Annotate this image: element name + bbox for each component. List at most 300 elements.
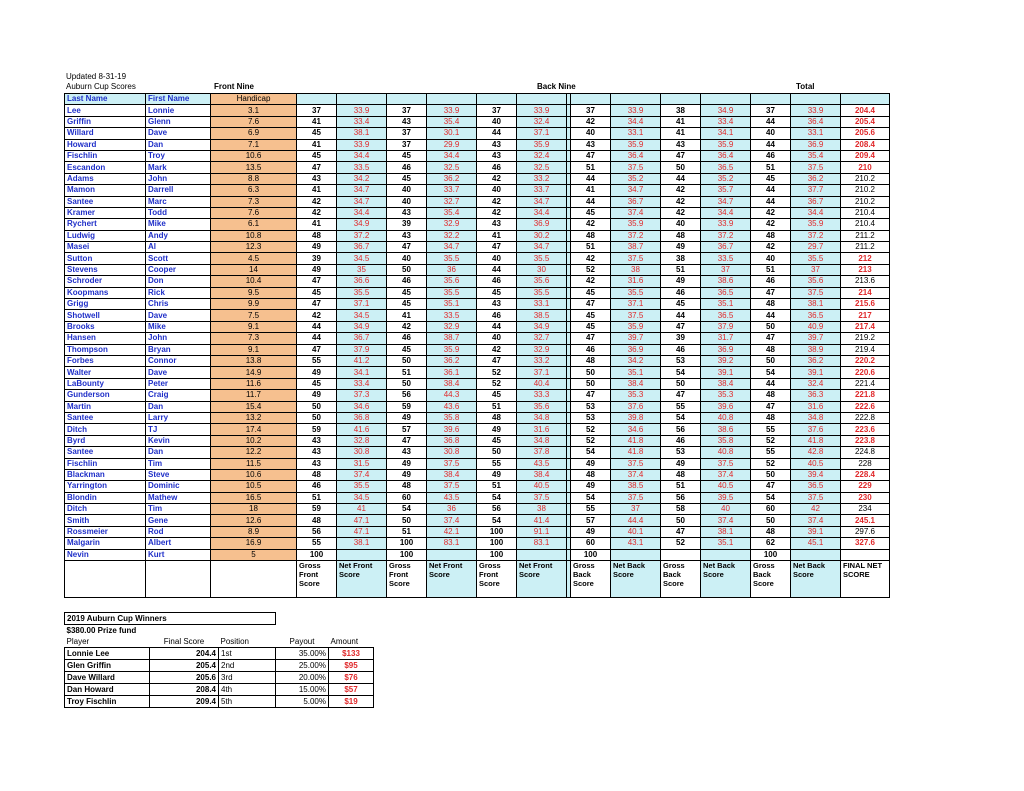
net-score: 35.3 [701, 390, 751, 401]
first-name: Dave [146, 310, 211, 321]
score-row [65, 469, 890, 480]
gross-score: 49 [661, 242, 701, 253]
net-score: 36.6 [337, 276, 387, 287]
winner-final-score: 205.4 [150, 660, 219, 672]
net-score: 34.6 [611, 424, 661, 435]
net-score: 33.7 [517, 185, 567, 196]
gross-score: 44 [477, 264, 517, 275]
net-score: 29.7 [791, 242, 841, 253]
gross-score: 51 [751, 162, 791, 173]
net-score: 35.6 [427, 276, 477, 287]
net-score: 35.5 [337, 287, 387, 298]
net-score: 47.1 [337, 515, 387, 526]
gross-score: 43 [661, 139, 701, 150]
net-score: 37.5 [791, 287, 841, 298]
gross-score: 50 [477, 447, 517, 458]
net-score: 45.1 [791, 538, 841, 549]
handicap: 11.6 [211, 378, 297, 389]
net-score: 37.8 [517, 447, 567, 458]
last-name: Howard [65, 139, 146, 150]
first-name: Kurt [146, 549, 211, 560]
score-row [65, 424, 890, 435]
gross-score: 50 [387, 355, 427, 366]
gross-score: 47 [661, 526, 701, 537]
net-score: 33.4 [337, 378, 387, 389]
gross-score: 46 [661, 287, 701, 298]
net-score: 38.1 [701, 526, 751, 537]
gross-score: 50 [751, 469, 791, 480]
gross-score: 47 [297, 162, 337, 173]
gross-score: 52 [477, 367, 517, 378]
score-row [65, 185, 890, 196]
last-name: Sutton [65, 253, 146, 264]
score-row [65, 116, 890, 127]
gross-score: 49 [297, 242, 337, 253]
final-net-score: 210.2 [841, 185, 890, 196]
first-name: Dan [146, 139, 211, 150]
gross-score: 50 [387, 378, 427, 389]
gross-score: 40 [387, 253, 427, 264]
net-score: 36.7 [337, 333, 387, 344]
gross-score: 37 [297, 105, 337, 116]
gross-score: 45 [477, 435, 517, 446]
last-name: Blackman [65, 469, 146, 480]
footer-label: Gross Front Score [477, 561, 517, 598]
net-score: 33.2 [517, 355, 567, 366]
net-score: 40.5 [791, 458, 841, 469]
handicap: 6.9 [211, 128, 297, 139]
net-score: 33.5 [701, 253, 751, 264]
first-name: John [146, 173, 211, 184]
scores-table [64, 93, 890, 598]
score-row [65, 264, 890, 275]
gross-score: 46 [751, 276, 791, 287]
score-row [65, 447, 890, 458]
last-name: Gunderson [65, 390, 146, 401]
first-name: Troy [146, 150, 211, 161]
gross-score: 52 [571, 264, 611, 275]
score-row [65, 162, 890, 173]
handicap: 10.5 [211, 481, 297, 492]
net-score: 38.7 [427, 333, 477, 344]
gross-score: 54 [387, 504, 427, 515]
net-score: 36.9 [791, 139, 841, 150]
updated-date: Updated 8-31-19 [66, 72, 127, 81]
last-name: Nevin [65, 549, 146, 560]
gross-score: 51 [571, 162, 611, 173]
handicap: 9.1 [211, 344, 297, 355]
net-score: 36.2 [427, 355, 477, 366]
gross-score: 48 [297, 469, 337, 480]
net-score: 36.7 [611, 196, 661, 207]
last-name: Willard [65, 128, 146, 139]
net-score: 43.6 [427, 401, 477, 412]
gross-score: 52 [751, 458, 791, 469]
score-row [65, 230, 890, 241]
last-name: Schroder [65, 276, 146, 287]
net-score: 32.5 [517, 162, 567, 173]
gross-score: 47 [571, 299, 611, 310]
score-row [65, 321, 890, 332]
net-score: 35.9 [517, 139, 567, 150]
winner-position: 2nd [219, 660, 276, 672]
score-row [65, 310, 890, 321]
gross-score: 51 [661, 264, 701, 275]
gross-score: 100 [477, 526, 517, 537]
gross-score: 52 [571, 435, 611, 446]
handicap: 10.6 [211, 469, 297, 480]
gross-score: 47 [477, 242, 517, 253]
gross-score: 49 [387, 412, 427, 423]
footer-label: Net Back Score [791, 561, 841, 598]
gross-score: 54 [571, 492, 611, 503]
net-score: 38 [611, 264, 661, 275]
gross-score: 45 [571, 310, 611, 321]
handicap: 9.5 [211, 287, 297, 298]
net-score: 34.8 [517, 435, 567, 446]
winner-amount: $76 [329, 672, 374, 684]
gross-score: 44 [571, 196, 611, 207]
gross-score: 43 [297, 458, 337, 469]
score-row [65, 458, 890, 469]
net-score: 38.4 [427, 378, 477, 389]
header-blank [571, 94, 611, 105]
gross-score: 53 [661, 447, 701, 458]
net-score: 39.2 [701, 355, 751, 366]
net-score: 34.7 [701, 196, 751, 207]
winner-final-score: 204.4 [150, 648, 219, 660]
gross-score: 37 [387, 105, 427, 116]
last-name: Brooks [65, 321, 146, 332]
handicap: 8.9 [211, 526, 297, 537]
handicap: 7.6 [211, 207, 297, 218]
net-score: 33.1 [791, 128, 841, 139]
scores-footer-row [65, 561, 890, 598]
net-score: 33.3 [517, 390, 567, 401]
net-score: 36 [427, 264, 477, 275]
winner-row [65, 684, 374, 696]
net-score: 37.5 [611, 310, 661, 321]
winner-row [65, 648, 374, 660]
net-score: 30.8 [427, 447, 477, 458]
first-name: Mike [146, 219, 211, 230]
handicap: 14 [211, 264, 297, 275]
gross-score: 42 [571, 219, 611, 230]
final-net-score: 220.2 [841, 355, 890, 366]
net-score: 37.5 [427, 481, 477, 492]
net-score: 35.7 [701, 185, 751, 196]
winner-payout: 15.00% [276, 684, 329, 696]
net-score: 37.2 [337, 230, 387, 241]
handicap: 6.1 [211, 219, 297, 230]
net-score: 37.1 [611, 299, 661, 310]
gross-score: 48 [751, 390, 791, 401]
gross-score: 46 [297, 481, 337, 492]
final-net-score: 220.6 [841, 367, 890, 378]
net-score: 38.4 [611, 378, 661, 389]
final-net-score [841, 549, 890, 560]
net-score: 30.2 [517, 230, 567, 241]
last-name: Ditch [65, 424, 146, 435]
gross-score: 48 [661, 469, 701, 480]
score-row [65, 355, 890, 366]
net-score: 37.5 [427, 458, 477, 469]
gross-score: 48 [297, 230, 337, 241]
footer-label: Net Front Score [337, 561, 387, 598]
document-title: Auburn Cup Scores [66, 82, 136, 91]
gross-score: 42 [661, 196, 701, 207]
gross-score: 45 [297, 287, 337, 298]
gross-score: 45 [297, 150, 337, 161]
net-score: 37.1 [517, 367, 567, 378]
net-score: 37.4 [701, 469, 751, 480]
gross-score: 45 [387, 344, 427, 355]
net-score: 33.9 [517, 105, 567, 116]
net-score: 34.9 [337, 219, 387, 230]
gross-score: 41 [661, 116, 701, 127]
net-score: 33.7 [427, 185, 477, 196]
last-name: Forbes [65, 355, 146, 366]
winner-payout: 20.00% [276, 672, 329, 684]
final-net-score: 215.6 [841, 299, 890, 310]
net-score: 36.8 [337, 412, 387, 423]
winners-title: 2019 Auburn Cup Winners [65, 613, 276, 625]
final-net-score: 221.8 [841, 390, 890, 401]
last-name: Hansen [65, 333, 146, 344]
net-score: 39.1 [791, 367, 841, 378]
gross-score: 45 [387, 287, 427, 298]
net-score: 32.9 [427, 219, 477, 230]
net-score: 33.5 [427, 310, 477, 321]
gross-score: 40 [477, 185, 517, 196]
gross-score: 49 [387, 469, 427, 480]
gross-score: 42 [297, 207, 337, 218]
gross-score: 41 [571, 185, 611, 196]
score-row [65, 412, 890, 423]
final-net-score: 213 [841, 264, 890, 275]
last-name: Stevens [65, 264, 146, 275]
handicap: 7.6 [211, 116, 297, 127]
net-score: 39.1 [701, 367, 751, 378]
gross-score: 48 [751, 299, 791, 310]
last-name: Escandon [65, 162, 146, 173]
winner-position: 1st [219, 648, 276, 660]
gross-score: 100 [387, 538, 427, 549]
last-name: Santee [65, 196, 146, 207]
net-score: 33.9 [337, 139, 387, 150]
net-score: 43.5 [427, 492, 477, 503]
first-name: Gene [146, 515, 211, 526]
handicap: 10.4 [211, 276, 297, 287]
handicap: 13.8 [211, 355, 297, 366]
gross-score: 55 [297, 538, 337, 549]
net-score: 37.6 [611, 401, 661, 412]
gross-score: 46 [477, 310, 517, 321]
winner-final-score: 209.4 [150, 696, 219, 708]
final-net-score: 234 [841, 504, 890, 515]
gross-score: 48 [571, 355, 611, 366]
first-name: Albert [146, 538, 211, 549]
gross-score: 43 [297, 447, 337, 458]
gross-score: 41 [297, 116, 337, 127]
header-blank [611, 94, 661, 105]
first-name: Dan [146, 401, 211, 412]
gross-score: 47 [387, 242, 427, 253]
gross-score: 43 [387, 207, 427, 218]
gross-score: 52 [477, 378, 517, 389]
winners-table [64, 612, 374, 708]
net-score: 38 [517, 504, 567, 515]
net-score: 39.6 [701, 401, 751, 412]
net-score: 40 [701, 504, 751, 515]
final-net-score: 211.2 [841, 242, 890, 253]
last-name: Byrd [65, 435, 146, 446]
net-score: 37.4 [337, 469, 387, 480]
gross-score: 50 [297, 412, 337, 423]
gross-score: 42 [297, 196, 337, 207]
net-score [427, 549, 477, 560]
gross-score: 42 [751, 242, 791, 253]
winner-final-score: 205.6 [150, 672, 219, 684]
first-name: Marc [146, 196, 211, 207]
net-score: 35 [337, 264, 387, 275]
net-score: 34.9 [337, 321, 387, 332]
gross-score: 42 [571, 116, 611, 127]
net-score: 34.5 [337, 492, 387, 503]
net-score: 47.1 [337, 526, 387, 537]
first-name: Connor [146, 355, 211, 366]
net-score: 37.5 [611, 458, 661, 469]
score-row [65, 492, 890, 503]
final-net-score: 327.6 [841, 538, 890, 549]
gross-score: 58 [661, 504, 701, 515]
first-name: TJ [146, 424, 211, 435]
gross-score: 51 [297, 492, 337, 503]
handicap: 7.5 [211, 310, 297, 321]
gross-score: 50 [571, 378, 611, 389]
net-score: 35.8 [427, 412, 477, 423]
net-score: 36.5 [701, 287, 751, 298]
net-score: 32.9 [517, 344, 567, 355]
net-score: 37.3 [337, 390, 387, 401]
winner-final-score: 208.4 [150, 684, 219, 696]
gross-score: 43 [297, 435, 337, 446]
final-net-score: 223.6 [841, 424, 890, 435]
net-score: 33.9 [791, 105, 841, 116]
net-score: 33.9 [427, 105, 477, 116]
score-row [65, 390, 890, 401]
footer-label: Gross Back Score [571, 561, 611, 598]
score-row [65, 150, 890, 161]
net-score: 36.5 [701, 162, 751, 173]
gross-score: 54 [477, 515, 517, 526]
score-row [65, 378, 890, 389]
net-score: 35.5 [427, 287, 477, 298]
gross-score: 50 [571, 367, 611, 378]
gross-score: 57 [571, 515, 611, 526]
final-net-score: 245.1 [841, 515, 890, 526]
winner-player: Dan Howard [65, 684, 150, 696]
gross-score: 51 [477, 481, 517, 492]
net-score: 44.4 [611, 515, 661, 526]
net-score: 34.1 [337, 367, 387, 378]
gross-score: 47 [751, 401, 791, 412]
winner-payout: 5.00% [276, 696, 329, 708]
net-score: 37.1 [337, 299, 387, 310]
gross-score: 41 [297, 139, 337, 150]
handicap: 13.5 [211, 162, 297, 173]
net-score: 36 [427, 504, 477, 515]
handicap: 11.7 [211, 390, 297, 401]
net-score: 36.9 [611, 344, 661, 355]
prize-fund: $380.00 Prize fund [66, 625, 137, 635]
gross-score: 45 [661, 299, 701, 310]
net-score: 39.7 [791, 333, 841, 344]
handicap: 9.1 [211, 321, 297, 332]
gross-score: 49 [571, 526, 611, 537]
gross-score: 62 [751, 538, 791, 549]
gross-score: 46 [477, 162, 517, 173]
gross-score: 51 [387, 367, 427, 378]
score-row [65, 299, 890, 310]
score-row [65, 435, 890, 446]
gross-score: 49 [297, 390, 337, 401]
net-score: 34.5 [337, 253, 387, 264]
gross-score: 43 [477, 139, 517, 150]
net-score: 41.8 [791, 435, 841, 446]
front-nine-heading: Front Nine [214, 82, 254, 91]
gross-score: 45 [477, 390, 517, 401]
gross-score: 42 [661, 207, 701, 218]
first-name: Kevin [146, 435, 211, 446]
winner-position: 3rd [219, 672, 276, 684]
net-score: 37.9 [701, 321, 751, 332]
net-score: 35.1 [611, 367, 661, 378]
score-row [65, 526, 890, 537]
gross-score: 60 [387, 492, 427, 503]
net-score [517, 549, 567, 560]
net-score: 36.5 [791, 481, 841, 492]
score-row [65, 128, 890, 139]
header-blank [427, 94, 477, 105]
gross-score: 43 [477, 299, 517, 310]
net-score [611, 549, 661, 560]
net-score: 34.9 [701, 105, 751, 116]
gross-score: 54 [751, 367, 791, 378]
header-blank [297, 94, 337, 105]
gross-score: 47 [661, 150, 701, 161]
gross-score: 51 [477, 401, 517, 412]
net-score: 37.4 [611, 207, 661, 218]
last-name: Koopmans [65, 287, 146, 298]
score-row [65, 538, 890, 549]
gross-score: 38 [661, 105, 701, 116]
gross-score: 48 [751, 230, 791, 241]
last-name: Rychert [65, 219, 146, 230]
handicap: 9.9 [211, 299, 297, 310]
net-score: 37.4 [791, 515, 841, 526]
net-score: 30.8 [337, 447, 387, 458]
gross-score: 38 [661, 253, 701, 264]
gross-score: 51 [571, 242, 611, 253]
final-net-score: 210.4 [841, 207, 890, 218]
net-score: 37.5 [611, 253, 661, 264]
winner-payout: 25.00% [276, 660, 329, 672]
net-score: 34.4 [427, 150, 477, 161]
net-score: 38.4 [517, 469, 567, 480]
net-score: 35.5 [611, 287, 661, 298]
first-name: Dave [146, 128, 211, 139]
